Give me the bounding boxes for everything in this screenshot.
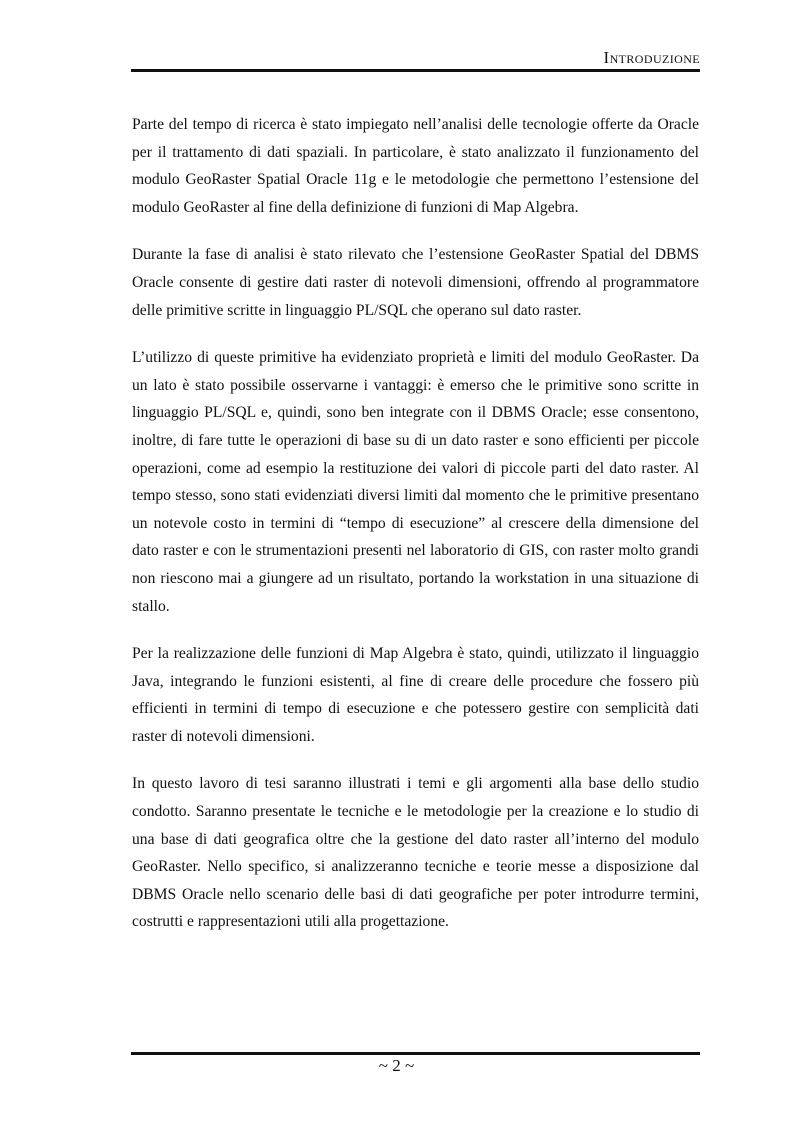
footer-rule: [131, 1052, 700, 1055]
body-text: [132, 111, 699, 956]
paragraph-4: Per la realizzazione delle funzioni di Map Algebra è stato, quindi, utilizzato il linguaggio Java, integrando le funzioni esistenti, al fine di creare delle procedure che fossero più efficienti in termini di tempo di esecuzione e che potessero gestire con semplicità dati raster di notevoli dimensioni.: [132, 645, 699, 745]
paragraph-1: Parte del tempo di ricerca è stato impiegato nell’analisi delle tecnologie offerte da Oracle per il trattamento di dati spaziali. In particolare, è stato analizzato il funzionamento del modulo GeoRaster Spatial Oracle 11g e le metodologie che permettono l’estensione del modulo GeoRaster al fine della definizione di funzioni di Map Algebra.: [132, 116, 699, 216]
page-number: ~ 2 ~: [378, 1056, 415, 1075]
paragraph-5: In questo lavoro di tesi saranno illustrati i temi e gli argomenti alla base dello studio condotto. Saranno presentate le tecniche e le metodologie per la creazione e lo studio di una base di dati geografica oltre che la gestione del dato raster all’interno del modulo GeoRaster. Nello specifico, si analizzeranno tecniche e teorie messe a disposizione dal DBMS Oracle nello scenario delle basi di dati geografiche per poter introdurre termini, costrutti e rappresentazioni utili alla progettazione.: [132, 775, 699, 931]
header-rule: [131, 69, 700, 72]
paragraph-3: L’utilizzo di queste primitive ha evidenziato proprietà e limiti del modulo GeoRaster. Da un lato è stato possibile osservarne i vantaggi: è emerso che le primitive sono scritte in linguaggio PL/SQL e, quindi, sono ben integrate con il DBMS Oracle; esse consentono, inoltre, di fare tutte le operazioni di base su di un dato raster e sono efficienti per piccole operazioni, come ad esempio la restituzione dei valori di piccole parti del dato raster. Al tempo stesso, sono stati evidenziati diversi limiti dal momento che le primitive presentano un notevole costo in termini di “tempo di esecuzione” al crescere della dimensione del dato raster e con le strumentazioni presenti nel laboratorio di GIS, con raster molto grandi non riescono mai a giungere ad un risultato, portando la workstation in una situazione di stallo.: [132, 349, 699, 615]
running-header-title: Introduzione: [603, 48, 700, 67]
paragraph-2: Durante la fase di analisi è stato rilevato che l’estensione GeoRaster Spatial del DBMS Oracle consente di gestire dati raster di notevoli dimensioni, offrendo al programmatore delle primitive scritte in linguaggio PL/SQL che operano sul dato raster.: [132, 246, 699, 319]
